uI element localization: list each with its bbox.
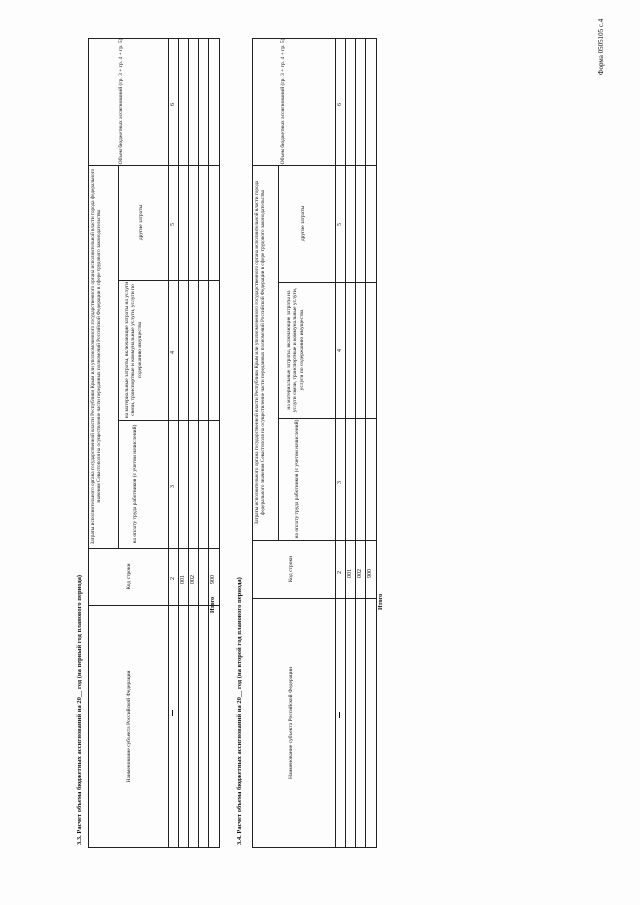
col-number-5: 5 [170, 223, 176, 226]
row-code: 002 [190, 575, 196, 584]
header-name: Наименование субъекта Российской Федерации [126, 670, 132, 783]
row-code: 001 [180, 575, 186, 584]
header-material: на материальные затраты, включающие затраты на услуги связи, транспортные и коммунальные услуги, услуги по содержанию имущества [124, 281, 143, 419]
col-number-2: 2 [337, 571, 343, 574]
row-code: 900 [210, 575, 216, 584]
header-total: Объем бюджетных ассигнований (гр. 3 + гр. 4 + гр. 5) [118, 38, 124, 165]
col-number-6: 6 [170, 103, 176, 106]
col-number-3: 3 [337, 481, 343, 484]
section-title-3-4: 3.4. Расчет объема бюджетных ассигнований на 20__ год (на второй год планового периода) [236, 577, 243, 845]
header-material: на материальные затраты, включающие затраты на услуги связи, транспортные и коммунальные услуги, услуги по содержанию имущества [286, 287, 305, 413]
col-number-1 [339, 712, 340, 718]
col-number-1 [172, 710, 173, 716]
col-number-5: 5 [337, 223, 343, 226]
col-number-3: 3 [170, 485, 176, 488]
row-code: 002 [357, 569, 363, 578]
form-label: Форма 0505105 с.4 [597, 18, 605, 75]
header-labor: на оплату труда работников (с учетом начислений) [294, 419, 300, 539]
header-expenses-group: Затраты исполнительного органа государственной власти Республики Крым или уполномоченного государственного органа исполнительной власти города федерального значения Севастополя на осуществление части переданных полномочий Российской Федерации в сфере трудового законодательства [90, 168, 102, 545]
col-number-4: 4 [337, 349, 343, 352]
header-other: другие затраты [138, 204, 144, 241]
header-code: Код строки [126, 563, 132, 590]
row-code: 900 [367, 569, 373, 578]
header-name: Наименование субъекта Российской Федерации [288, 667, 294, 779]
header-code: Код строки [288, 555, 294, 583]
header-labor: на оплату труда работников (с учетом начислений) [132, 424, 138, 544]
col-number-2: 2 [170, 577, 176, 580]
col-number-6: 6 [337, 103, 343, 106]
col-number-4: 4 [170, 351, 176, 354]
total-row-label: Итого [210, 596, 216, 613]
header-expenses-group: Затраты исполнительного органа государственной власти Республики Крым или уполномоченного государственного органа исполнительной власти города федерального значения Севастополя на осуществление части переданных полномочий Российской Федерации в сфере трудового законодательства [254, 180, 266, 525]
header-other: другие затраты [300, 205, 306, 242]
header-total: Объем бюджетных ассигнований (гр. 3 + гр. 4 + гр. 5) [280, 38, 286, 165]
section-title-3-3: 3.3. Расчет объема бюджетных ассигнований на 20__ год (на первый год планового периода) [76, 574, 83, 845]
total-row-label: Итого [378, 593, 384, 610]
row-code: 001 [347, 569, 353, 578]
